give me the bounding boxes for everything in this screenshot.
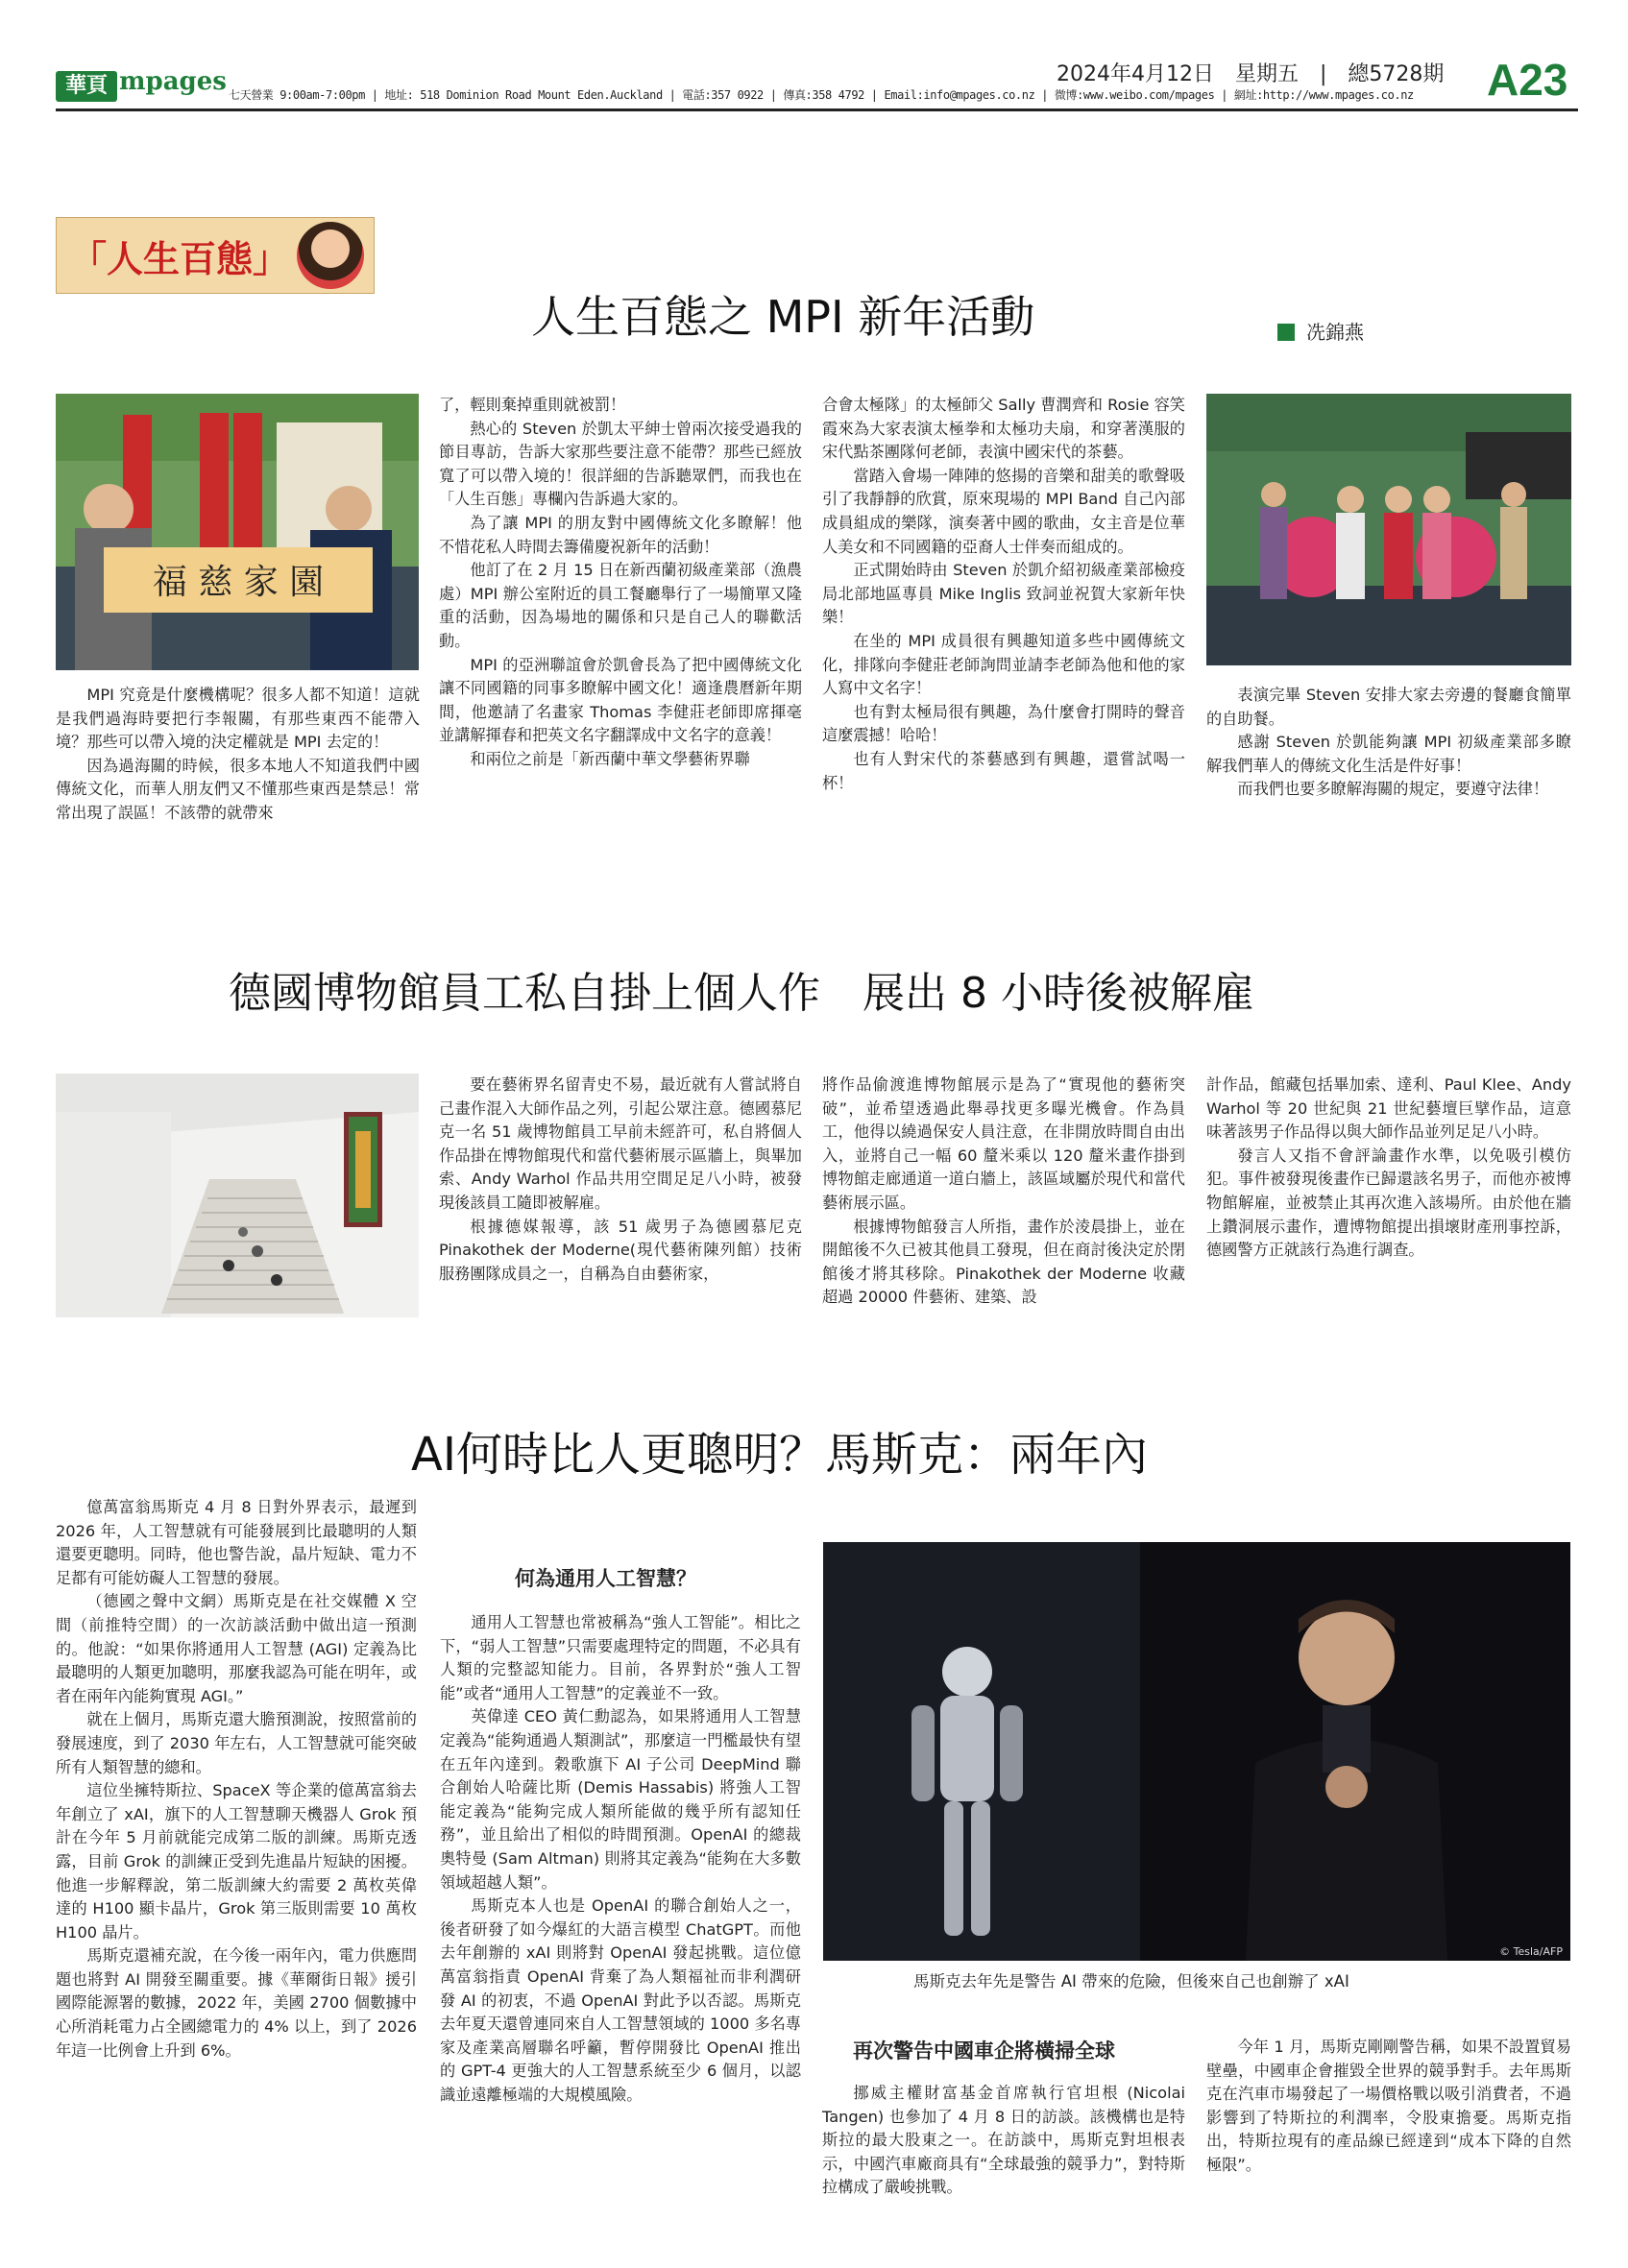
article2-column-2 [822, 1074, 1185, 1310]
article3-subhead-1: 何為通用人工智慧？ [515, 1567, 696, 1590]
scroll-text: 福 慈 家 園 [152, 563, 325, 602]
paragraph: MPI 究竟是什麼機構呢？很多人都不知道！這就是我們過海時要把行李報關，有那些東西不能帶入境？那些可以帶入境的決定權就是 MPI 去定的！ [56, 686, 420, 752]
paragraph: 正式開始時由 Steven 於凱介紹初級產業部檢疫局北部地區專員 Mike Inglis 致詞並祝賀大家新年快樂！ [822, 561, 1185, 627]
paragraph: 而我們也要多瞭解海關的規定，要遵守法律！ [1237, 780, 1549, 799]
article2-headline: 德國博物館員工私自掛上個人作 展出 8 小時後被解雇 [229, 969, 1254, 1018]
photo-museum-stairs [56, 1074, 419, 1317]
paragraph: 感謝 Steven 於凱能夠讓 MPI 初級產業部多瞭解我們華人的傳統文化生活是件好事！ [1206, 733, 1571, 775]
logo-mark: 華頁 [56, 71, 117, 102]
paragraph: 就在上個月，馬斯克還大膽預測說，按照當前的發展速度，到了 2030 年左右，人工智慧就可能突破所有人類智慧的總和。 [56, 1710, 417, 1776]
paragraph: 因為過海關的時候，很多本地人不知道我們中國傳統文化，而華人朋友們又不懂那些東西是禁忌！常常出現了誤區！不該帶的就帶來 [56, 756, 420, 822]
paragraph: 挪威主權財富基金首席執行官坦根 (Nicolai Tangen) 也參加了 4 月 8 日的訪談。該機構也是特斯拉的最大股東之一。在訪談中，馬斯克對坦根表示，中國汽車廠商具有“全球最強的競爭力”，對特斯拉構成了嚴峻挑戰。 [822, 2084, 1185, 2197]
paragraph: （德國之聲中文網）馬斯克是在社交媒體 X 空間（前推特空間）的一次訪談活動中做出這一預測的。他說：“如果你將通用人工智慧 (AGI) 定義為比最聰明的人類更加聰明，那麼我認為可能在明年，或者在兩年內能夠實現 AGI。” [56, 1592, 417, 1705]
contact-info-bar: 七天營業 9:00am-7:00pm | 地址: 518 Dominion Road Mount Eden.Auckland | 電話:357 0922 | 傳真:358 4792 | Email:info@mpages.co.nz | 微博:www.weibo.com/mpages | 網址:http://www.mpages.co.nz [229, 88, 1414, 102]
paragraph: 和兩位之前是「新西蘭中華文學藝術界聯 [470, 749, 750, 768]
article3-column-4 [1206, 2036, 1571, 2178]
paragraph: 計作品，館藏包括畢加索、達利、Paul Klee、Andy Warhol 等 20 世紀與 21 世紀藝壇巨擘作品，這意味著該男子作品得以與大師作品並列足足八小時。 [1206, 1075, 1571, 1142]
paragraph: 通用人工智慧也常被稱為“強人工智能”。相比之下，“弱人工智慧”只需要處理特定的問題，不必具有人類的完整認知能力。目前，各界對於“強人工智能”或者“通用人工智慧”的定義並不一致。 [440, 1613, 801, 1702]
article1-column-3 [822, 394, 1185, 795]
paragraph: MPI 的亞洲聯誼會於凱會長為了把中國傳統文化讓不同國籍的同事多瞭解中國文化！適逢農曆新年期間，他邀請了名畫家 Thomas 李健莊老師即席揮毫並講解揮春和把英文名字翻譯成中文名字的意義！ [439, 655, 802, 745]
article2-column-3 [1206, 1074, 1571, 1263]
paragraph: 根據博物館發言人所指，畫作於淩晨掛上，並在開館後不久已被其他員工發現，但在商討後決定於閉館後才將其移除。Pinakothek der Moderne 收藏超過 20000 件藝術、建築、設 [822, 1217, 1185, 1307]
article3-column-1 [56, 1496, 417, 2063]
article1-byline [1277, 317, 1364, 345]
photo-taichi-group [1206, 394, 1571, 665]
paragraph: 億萬富翁馬斯克 4 月 8 日對外界表示，最遲到 2026 年，人工智慧就有可能發展到比最聰明的人類還要更聰明。同時，他也警告說，晶片短缺、電力不足都有可能妨礙人工智慧的發展。 [56, 1498, 417, 1587]
column-badge [56, 217, 375, 294]
paragraph: 了，輕則棄掉重則就被罰！ [439, 396, 626, 414]
paragraph: 根據德媒報導，該 51 歲男子為德國慕尼克 Pinakothek der Moderne(現代藝術陳列館）技術服務團隊成員之一，自稱為自由藝術家， [439, 1217, 802, 1283]
article1-column-4 [1206, 684, 1571, 802]
photo-calligraphy [56, 394, 419, 670]
masthead-logo [56, 67, 227, 106]
article3-column-3 [822, 2082, 1185, 2200]
paragraph: 發言人又指不會評論畫作水準，以免吸引模仿犯。事件被發現後畫作已歸還該名男子，而他亦被博物館解雇，並被禁止其再次進入該場所。由於他在牆上鑽洞展示畫作，遭博物館提出損壞財產刑事控訴，德國警方正就該行為進行調查。 [1206, 1146, 1571, 1260]
paragraph: 也有對太極局很有興趣，為什麼會打開時的聲音這麼震撼！哈哈！ [822, 702, 1185, 745]
paragraph: 合會太極隊」的太極師父 Sally 曹潤齊和 Rosie 容笑霞來為大家表演太極拳和太極功夫扇，和穿著漢服的宋代點茶團隊何老師，表演中國宋代的茶藝。 [822, 396, 1185, 462]
article2-column-1 [439, 1074, 802, 1286]
paragraph: 要在藝術界名留青史不易，最近就有人嘗試將自己畫作混入大師作品之列，引起公眾注意。德國慕尼克一名 51 歲博物館員工早前未經許可，私自將個人作品掛在博物館現代和當代藝術展示區牆上，與畢加索、Andy Warhol 作品共用空間足足八小時，被發現後該員工隨即被解雇。 [439, 1075, 802, 1212]
author-portrait [297, 222, 364, 289]
article3-subhead-2: 再次警告中國車企將橫掃全球 [853, 2039, 1115, 2063]
article1-headline: 人生百態之 MPI 新年活動 [531, 291, 1035, 343]
paragraph: 表演完畢 Steven 安排大家去旁邊的餐廳食簡單的自助餐。 [1206, 686, 1571, 728]
paragraph: 今年 1 月，馬斯克剛剛警告稱，如果不設置貿易壁壘，中國車企會摧毀全世界的競爭對手。去年馬斯克在汽車市場發起了一場價格戰以吸引消費者，不過影響到了特斯拉的利潤率，令股東擔憂。馬斯克指出，特斯拉現有的產品線已經達到“成本下降的自然極限”。 [1206, 2038, 1571, 2174]
issue-date: 2024年4月12日 星期五 | 總5728期 [1057, 62, 1445, 86]
paragraph: 在坐的 MPI 成員很有興趣知道多些中國傳統文化，排隊向李健莊老師詢問並請李老師為他和他的家人寫中文名字！ [822, 631, 1185, 698]
article1-column-2 [439, 394, 802, 772]
paragraph: 將作品偷渡進博物館展示是為了“實現他的藝術突破”，並希望透過此舉尋找更多曝光機會。作為員工，他得以繞過保安人員注意，在非開放時間自由出入，並將自己一幅 60 釐米乘以 120 釐米畫作掛到博物館走廊通道一道白牆上，該區域屬於現代和當代藝術展示區。 [822, 1075, 1185, 1212]
paragraph: 也有人對宋代的茶藝感到有興趣，還嘗試喝一杯！ [822, 749, 1185, 792]
author-name: 冼錦燕 [1306, 321, 1364, 344]
paragraph: 他訂了在 2 月 15 日在新西蘭初級產業部（漁農處）MPI 辦公室附近的員工餐廳舉行了一場簡單又隆重的活動，因為場地的關係和只是自己人的聯歡活動。 [439, 561, 802, 650]
paragraph: 熱心的 Steven 於凱太平紳士曾兩次接受過我的節目專訪，告訴大家那些要注意不能帶？那些已經放寬了可以帶入境的！很詳細的告訴聽眾們，而我也在「人生百態」專欄內告訴過大家的。 [439, 419, 802, 509]
page-number: A23 [1487, 55, 1568, 105]
article3-headline: AI何時比人更聰明？馬斯克：兩年內 [411, 1428, 1148, 1482]
header-rule [56, 109, 1578, 111]
paragraph: 當踏入會場一陣陣的悠揚的音樂和甜美的歌聲吸引了我靜靜的欣賞，原來現場的 MPI Band 自己內部成員組成的樂隊，演奏著中國的歌曲，女主音是位華人美女和不同國籍的亞裔人士伴奏而組成的。 [822, 466, 1185, 556]
photo-musk-robot [823, 1542, 1570, 1961]
photo-credit: © Tesla/AFP [1499, 1945, 1563, 1958]
paragraph: 馬斯克本人也是 OpenAI 的聯合創始人之一，後者研發了如今爆紅的大語言模型 ChatGPT。而他去年創辦的 xAI 則將對 OpenAI 發起挑戰。這位億萬富翁指責 OpenAI 背棄了為人類福祉而非利潤研發 AI 的初衷，不過 OpenAI 對此予以否認。馬斯克去年夏天還曾連同來自人工智慧領域的 1000 多名專家及產業高層聯名呼籲，暫停開發比 OpenAI 推出的 GPT-4 更強大的人工智慧系統至少 6 個月，以認識並遠離極端的大規模風險。 [440, 1896, 801, 2104]
column-label: 「人生百態」 [70, 237, 290, 280]
byline-square-icon [1277, 324, 1295, 341]
paragraph: 為了讓 MPI 的朋友對中國傳統文化多瞭解！他不惜花私人時間去籌備慶祝新年的活動！ [439, 513, 802, 556]
photo-caption: 馬斯克去年先是警告 AI 帶來的危險，但後來自己也創辦了 xAI [913, 1972, 1349, 1991]
article1-column-1 [56, 684, 420, 826]
paragraph: 英偉達 CEO 黃仁勳認為，如果將通用人工智慧定義為“能夠通過人類測試”，那麼這一門檻最快有望在五年內達到。穀歌旗下 AI 子公司 DeepMind 聯合創始人哈薩比斯 (Demis Hassabis) 將強人工智能定義為“能夠完成人類所能做的幾乎所有認知任務”，並且給出了相似的時間預測。OpenAI 的總裁奧特曼 (Sam Altman) 則將其定義為“能夠在大多數領域超越人類”。 [440, 1707, 801, 1892]
paragraph: 這位坐擁特斯拉、SpaceX 等企業的億萬富翁去年創立了 xAI，旗下的人工智慧聊天機器人 Grok 預計在今年 5 月前就能完成第二版的訓練。馬斯克透露，目前 Grok 的訓練正受到先進晶片短缺的困擾。他進一步解釋說，第二版訓練大約需要 2 萬枚英偉達的 H100 顯卡晶片，Grok 第三版則需要 10 萬枚 H100 晶片。 [56, 1781, 417, 1942]
paragraph: 馬斯克還補充說，在今後一兩年內，電力供應問題也將對 AI 開發至關重要。據《華爾街日報》援引國際能源署的數據，2022 年，美國 2700 個數據中心所消耗電力占全國總電力的 4% 以上，到了 2026 年這一比例會上升到 6%。 [56, 1946, 417, 2060]
logo-brand: mpages [119, 67, 227, 96]
article3-column-2 [440, 1611, 801, 2107]
